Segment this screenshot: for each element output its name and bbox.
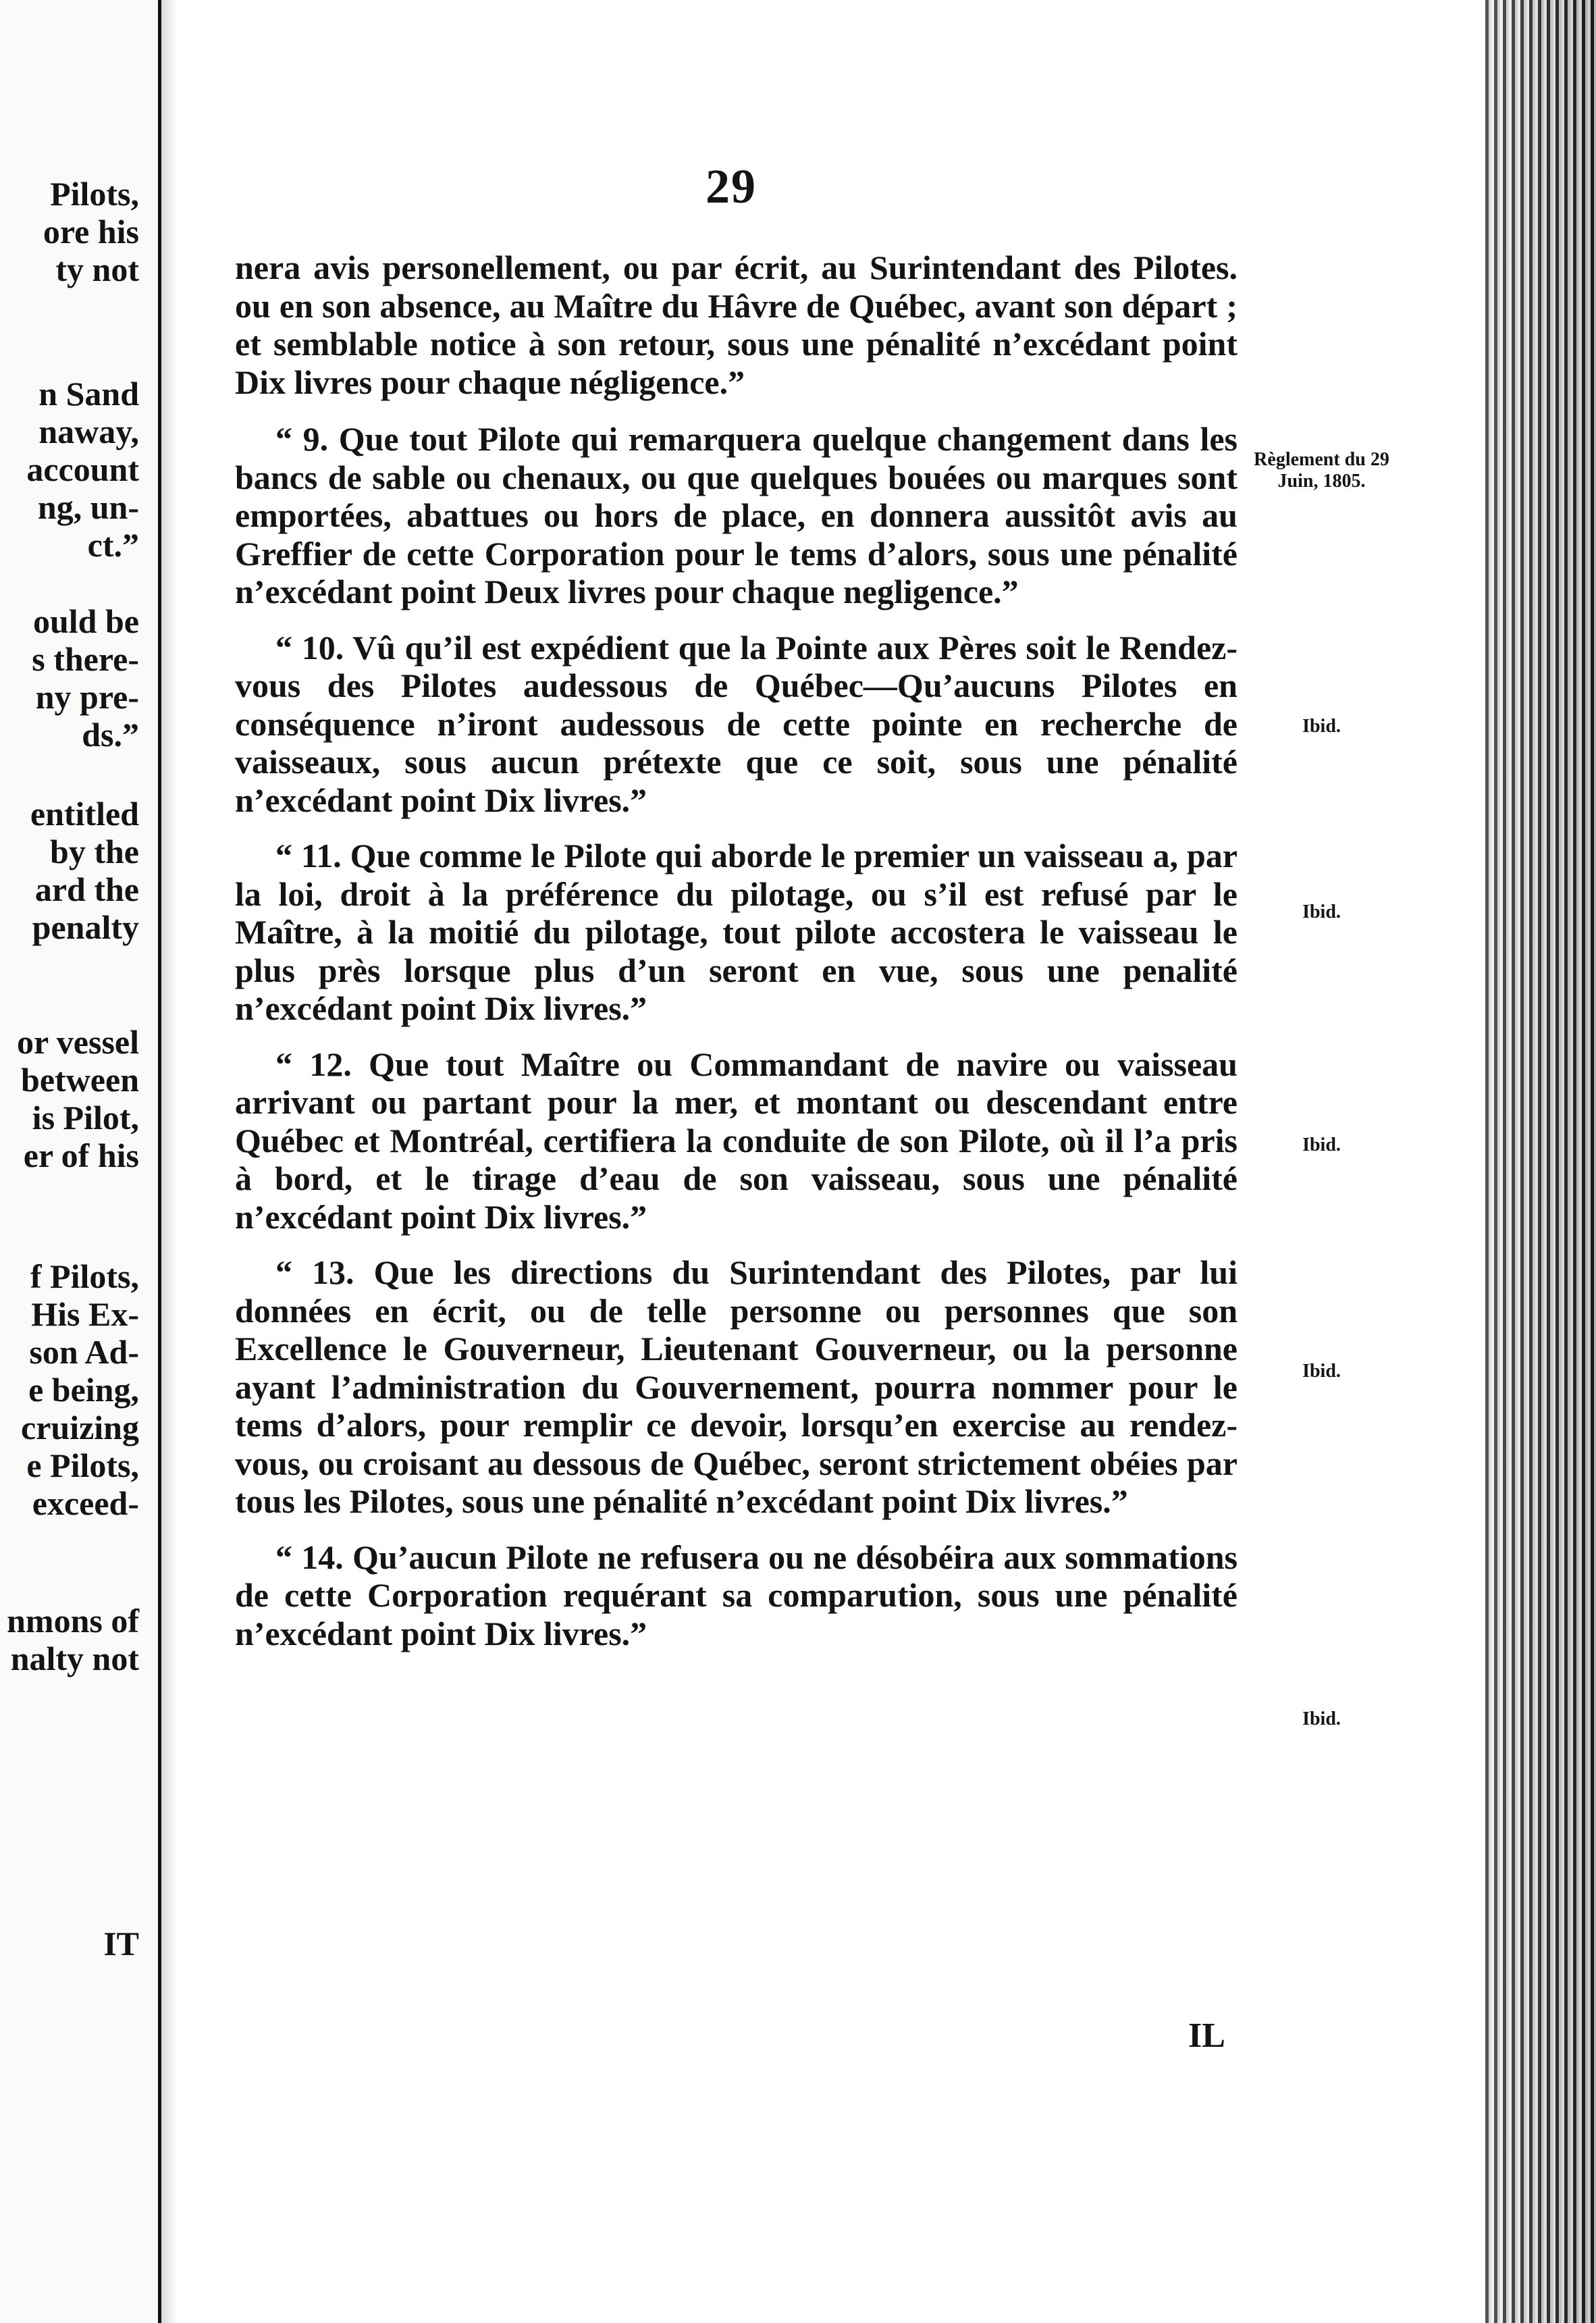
left-page-line: ny pre- — [35, 678, 139, 716]
left-page-line: er of his — [23, 1137, 139, 1174]
margin-note-ibid: Ibid. — [1302, 1361, 1341, 1382]
left-page-line: is Pilot, — [32, 1099, 139, 1137]
stacked-page-edges — [1485, 0, 1596, 2323]
left-page-line: account — [26, 450, 139, 488]
paragraph-article-11: “ 11. Que comme le Pilote qui aborde le premier un vaisseau a, par la loi, droit à la préférence du pilotage, ou s’il est refusé par le Maître, à la moitié du pilotage, tout pilote accostera le vaisseau le plus près lorsque plus d’un seront en vue, sous une penalité n’excédant point Dix livres.” — [235, 837, 1238, 1027]
left-page-line: ty not — [55, 251, 139, 288]
margin-note-ibid: Ibid. — [1302, 1708, 1341, 1729]
left-page-line: naway, — [38, 413, 139, 450]
book-gutter — [161, 0, 176, 2323]
left-page-line: cruizing — [21, 1409, 139, 1446]
catchword: IL — [1188, 2016, 1225, 2055]
left-page-line: ore his — [43, 213, 139, 251]
left-page-line: ng, un- — [37, 488, 139, 526]
left-page-line: nalty not — [10, 1640, 139, 1677]
left-page-line: ould be — [32, 602, 139, 640]
left-page-line: e being, — [28, 1371, 139, 1409]
margin-note-ibid: Ibid. — [1302, 902, 1341, 922]
left-page-line: between — [21, 1061, 139, 1099]
paragraph-article-13: “ 13. Que les directions du Surintendant des Pilotes, par lui données en écrit, ou de telle personne ou personnes que son Excellence le Gouverneur, Lieutenant Gouverneur, ou la personne ayant l’administration du Gouvernement, pourra nommer pour le tems d’alors, pour remplir ce devoir, lorsqu’en exercise au rendez-vous, ou croisant au dessous de Québec, seront strictement obéies par tous les Pilotes, sous une pénalité n’excédant point Dix livres.” — [235, 1253, 1238, 1520]
left-page-line: entitled — [30, 795, 139, 833]
left-page-line: penalty — [32, 908, 139, 946]
left-page-line: nmons of — [7, 1602, 139, 1640]
paragraph-article-14: “ 14. Qu’aucun Pilote ne refusera ou ne désobéira aux sommations de cette Corporation requérant sa comparution, sous une pénalité n’excédant point Dix livres.” — [235, 1538, 1238, 1652]
left-page-line: e Pilots, — [26, 1446, 139, 1484]
left-facing-page — [0, 0, 161, 2323]
paragraph-article-9: “ 9. Que tout Pilote qui remarquera quelque changement dans les bancs de sable ou chenaux, ou que quelques bouées ou marques sont emportées, abattues ou hors de place, en donnera aussitôt avis au Greffier de cette Corporation pour le tems d’alors, sous une pénalité n’excédant point Deux livres pour chaque negligence.” — [235, 420, 1238, 610]
left-page-catchword: IT — [103, 1925, 139, 1962]
margin-note-ibid: Ibid. — [1302, 716, 1341, 737]
left-page-line: His Ex- — [31, 1295, 139, 1333]
left-page-line: or vessel — [17, 1023, 139, 1061]
paragraph-article-10: “ 10. Vû qu’il est expédient que la Pointe aux Pères soit le Rendez-vous des Pilotes audessous de Québec—Qu’aucuns Pilotes en conséquence n’iront audessous de cette pointe en recherche de vaisseaux, sous aucun prétexte que ce soit, sous une pénalité n’excédant point Dix livres.” — [235, 628, 1238, 819]
left-page-line: exceed- — [32, 1484, 139, 1522]
left-page-line: ard the — [34, 870, 139, 908]
page-edge-shading — [1485, 0, 1596, 2323]
left-page-line: ct.” — [87, 526, 139, 564]
margin-note-reglement: Règlement du 29 Juin, 1805. — [1254, 449, 1389, 492]
page-number: 29 — [706, 159, 757, 213]
left-page-line: n Sand — [38, 375, 139, 413]
left-page-line: Pilots, — [50, 175, 139, 213]
paragraph-continuation: nera avis personellement, ou par écrit, au Surintendant des Pilotes. ou en son absence, au Maître du Hâvre de Québec, avant son départ ; et semblable notice à son retour, sous une pénalité n’excédant point Dix livres pour chaque négligence.” — [235, 249, 1238, 401]
left-page-line: f Pilots, — [30, 1257, 139, 1295]
paragraph-article-12: “ 12. Que tout Maître ou Commandant de navire ou vaisseau arrivant ou partant pour la mer, et montant ou descendant entre Québec et Montréal, certifiera la conduite de son Pilote, où il l’a pris à bord, et le tirage d’eau de son vaisseau, sous une pénalité n’excédant point Dix livres.” — [235, 1045, 1238, 1236]
margin-note-ibid: Ibid. — [1302, 1134, 1341, 1155]
left-page-line: s there- — [32, 640, 139, 678]
page-body — [235, 249, 1238, 1670]
left-page-line: son Ad- — [29, 1333, 139, 1371]
left-page-line: ds.” — [82, 716, 139, 754]
left-page-line: by the — [50, 833, 139, 870]
